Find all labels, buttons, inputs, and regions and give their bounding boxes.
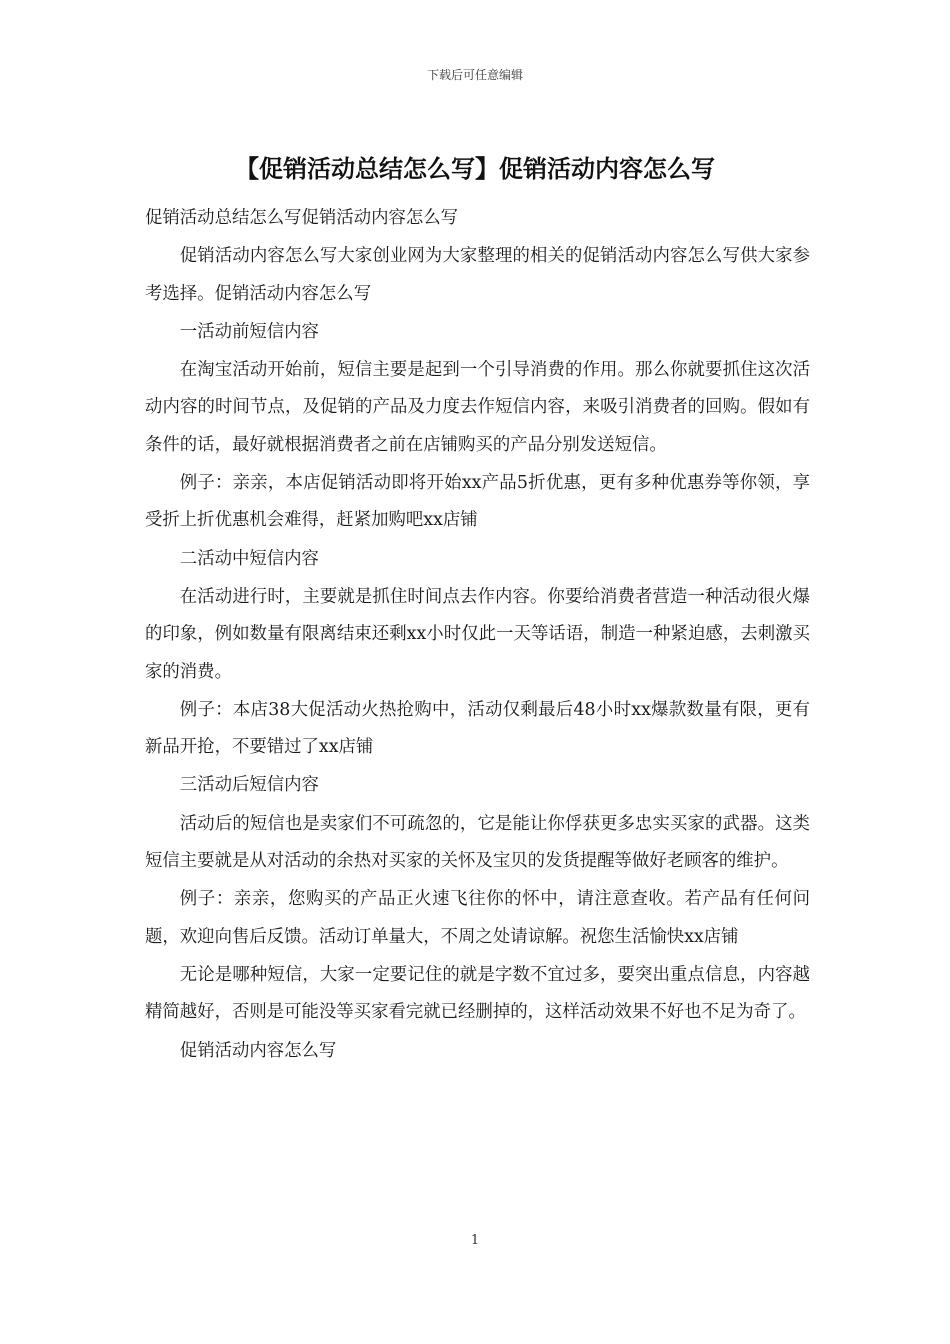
document-body <box>145 200 810 1071</box>
section-heading-before: 一活动前短信内容 <box>179 321 319 342</box>
document-title: 【促销活动总结怎么写】促销活动内容怎么写 <box>235 154 715 183</box>
paragraph-subtitle: 促销活动总结怎么写促销活动内容怎么写 <box>145 208 459 228</box>
page-number: 1 <box>470 1233 480 1248</box>
paragraph-during-activity: 在活动进行时，主要就是抓住时间点去作内容。你要给消费者营造一种活动很火爆的印象，例如数量有限离结束还剩xx小时仅此一天等话语，制造一种紧迫感，去刺激买家的消费。 <box>145 586 810 682</box>
paragraph-example-during: 例子：本店38大促活动火热抢购中，活动仅剩最后48小时xx爆款数量有限，更有新品开抢，不要错过了xx店铺 <box>145 699 810 758</box>
paragraph-closing-heading: 促销活动内容怎么写 <box>179 1040 337 1061</box>
section-heading-during: 二活动中短信内容 <box>179 548 319 569</box>
paragraph-summary: 无论是哪种短信，大家一定要记住的就是字数不宜过多，要突出重点信息，内容越精简越好，否则是可能没等买家看完就已经删掉的，这样活动效果不好也不足为奇了。 <box>145 964 810 1023</box>
paragraph-after-activity: 活动后的短信也是卖家们不可疏忽的，它是能让你俘获更多忠实买家的武器。这类短信主要就是从对活动的余热对买家的关怀及宝贝的发货提醒等做好老顾客的维护。 <box>145 813 810 872</box>
paragraph-example-after: 例子：亲亲，您购买的产品正火速飞往你的怀中，请注意查收。若产品有任何问题，欢迎向售后反馈。活动订单量大，不周之处请谅解。祝您生活愉快xx店铺 <box>145 889 810 947</box>
paragraph-intro: 促销活动内容怎么写大家创业网为大家整理的相关的促销活动内容怎么写供大家参考选择。促销活动内容怎么写 <box>145 246 810 304</box>
paragraph-before-activity: 在淘宝活动开始前，短信主要是起到一个引导消费的作用。那么你就要抓住这次活动内容的时间节点，及促销的产品及力度去作短信内容，来吸引消费者的回购。假如有条件的话，最好就根据消费者之前在店铺购买的产品分别发送短信。 <box>145 360 810 455</box>
paragraph-example-before: 例子：亲亲，本店促销活动即将开始xx产品5折优惠，更有多种优惠券等你领，享受折上折优惠机会难得，赶紧加购吧xx店铺 <box>145 473 810 531</box>
section-heading-after: 三活动后短信内容 <box>179 775 319 796</box>
page-header: 下载后可任意编辑 <box>426 68 523 82</box>
